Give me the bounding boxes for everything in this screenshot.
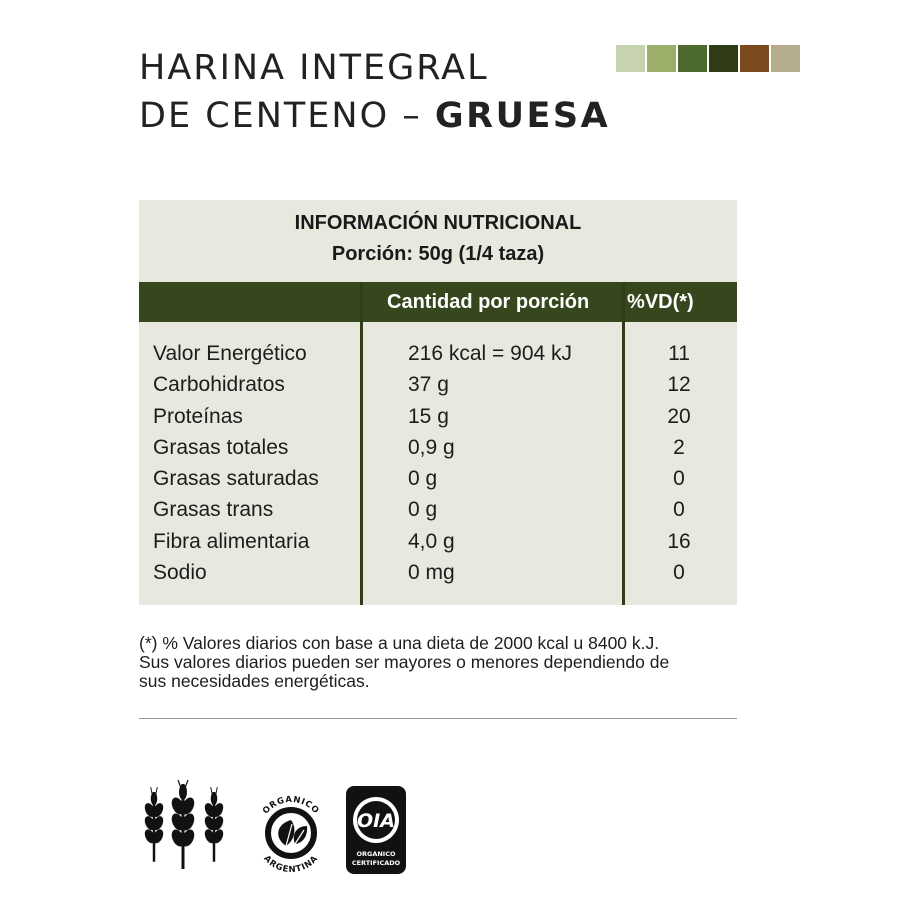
nutrient-amount: 0,9 g — [408, 435, 455, 459]
nutrition-heading: INFORMACIÓN NUTRICIONAL — [294, 212, 582, 234]
title-line-1: HARINA INTEGRAL — [139, 48, 489, 88]
column-header-bar — [139, 282, 737, 322]
table-row — [139, 465, 737, 496]
table-row — [139, 371, 737, 402]
nutrient-name: Carbohidratos — [153, 373, 285, 397]
nutrient-vd: 0 — [673, 467, 685, 491]
nutrient-vd: 20 — [667, 404, 691, 428]
nutrient-name: Sodio — [153, 561, 207, 585]
nutrient-vd: 11 — [668, 342, 690, 365]
oia-certified-badge — [346, 786, 406, 874]
nutrient-amount: 0 mg — [408, 561, 455, 585]
seal-bottom-text: ARGENTINA — [261, 853, 321, 876]
certification-badges — [139, 780, 414, 884]
product-title — [139, 44, 610, 140]
table-row — [139, 496, 737, 527]
title-variant: GRUESA — [434, 96, 611, 136]
table-row — [139, 434, 737, 465]
title-line-2 — [139, 92, 610, 140]
table-row — [139, 528, 737, 559]
nutrient-vd: 12 — [667, 373, 691, 397]
divider — [139, 718, 737, 719]
footnote-line: sus necesidades energéticas. — [139, 671, 370, 691]
nutrient-vd: 16 — [667, 529, 691, 553]
svg-text:ORGANICO — [261, 795, 321, 817]
nutrient-amount: 4,0 g — [408, 529, 455, 553]
column-amount-header: Cantidad por porción — [387, 291, 590, 313]
table-row — [139, 403, 737, 434]
nutrition-table — [139, 200, 737, 605]
column-vd-header: %VD(*) — [627, 291, 694, 313]
badges-svg — [139, 780, 414, 880]
nutrient-name: Valor Energético — [153, 342, 307, 365]
nutrient-amount: 0 g — [408, 498, 438, 522]
color-palette — [616, 45, 802, 72]
palette-swatch — [740, 45, 769, 72]
nutrient-vd: 0 — [673, 561, 685, 585]
oia-line-2: CERTIFICADO — [351, 859, 401, 867]
nutrient-amount: 0 g — [408, 467, 438, 491]
palette-swatch — [616, 45, 645, 72]
portion-size: Porción: 50g (1/4 taza) — [331, 243, 545, 265]
nutrient-amount: 15 g — [408, 404, 449, 428]
nutrient-name: Fibra alimentaria — [153, 529, 310, 553]
organico-argentina-seal — [261, 795, 321, 875]
footnote-line: (*) % Valores diarios con base a una dieta de 2000 kcal u 8400 k.J. — [139, 633, 660, 653]
footnote-line: Sus valores diarios pueden ser mayores o menores dependiendo de — [139, 652, 670, 672]
palette-swatch — [709, 45, 738, 72]
nutrient-vd: 0 — [673, 498, 685, 522]
seal-top-text: ORGANICO — [260, 794, 322, 817]
nutrient-amount: 216 kcal = 904 kJ — [408, 342, 573, 365]
nutrient-vd: 2 — [673, 435, 685, 459]
nutrition-rows — [139, 340, 737, 590]
nutrient-name: Grasas trans — [153, 498, 274, 522]
palette-swatch — [647, 45, 676, 72]
daily-values-footnote — [139, 634, 749, 691]
nutrient-name: Grasas saturadas — [153, 467, 319, 491]
nutrition-table-header — [139, 200, 737, 282]
nutrient-amount: 37 g — [408, 373, 449, 397]
nutrient-name: Grasas totales — [153, 435, 289, 459]
palette-swatch — [678, 45, 707, 72]
oia-logo-text: OIA — [357, 810, 395, 832]
nutrient-name: Proteínas — [153, 404, 243, 428]
table-row — [139, 340, 737, 371]
table-row — [139, 559, 737, 590]
title-line-2-prefix: DE CENTENO – — [139, 96, 435, 136]
palette-swatch — [771, 45, 800, 72]
oia-line-1: ORGANICO — [356, 850, 396, 858]
wheat-icon — [143, 780, 226, 869]
